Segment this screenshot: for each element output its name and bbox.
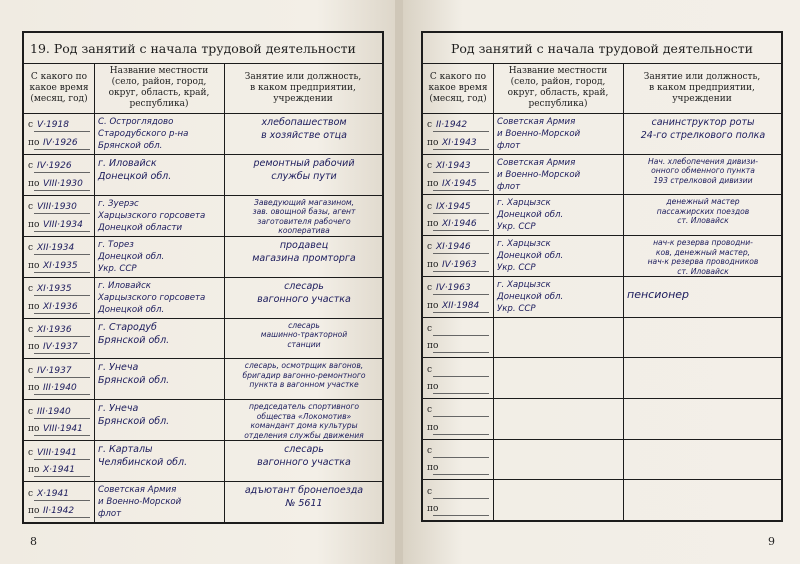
- date-from: V·1918: [37, 120, 69, 131]
- place-name: Советская Армия и Военно-Морской флот: [98, 485, 182, 520]
- job-title: хлебопашеством в хозяйстве отца: [261, 117, 347, 141]
- date-from: IV·1937: [37, 365, 72, 376]
- to-label: по: [427, 382, 439, 393]
- from-label: с: [427, 161, 433, 171]
- date-underline: [34, 517, 90, 518]
- from-label: с: [28, 406, 34, 417]
- date-underline: [34, 231, 90, 232]
- from-label: с: [28, 120, 34, 131]
- to-label: по: [427, 300, 439, 311]
- date-to: IV·1926: [43, 137, 78, 148]
- date-underline: [433, 352, 489, 353]
- table-title: 19. Род занятий с начала трудовой деятельности: [24, 33, 382, 64]
- job-title: председатель спортивного общества «Локомотив» командант дома культуры отделения службы движения: [244, 402, 364, 440]
- row-divider: [423, 194, 781, 195]
- from-label: с: [28, 365, 34, 376]
- date-underline: [34, 149, 90, 150]
- date-underline: [34, 377, 90, 378]
- row-divider: [423, 357, 781, 358]
- right-page: [403, 0, 800, 564]
- row-divider: [24, 440, 382, 441]
- place-name: г. Иловайск Донецкой обл.: [98, 157, 172, 182]
- date-underline: [34, 254, 90, 255]
- date-underline: [34, 190, 90, 191]
- place-name: Советская Армия и Военно-Морской флот: [497, 157, 581, 192]
- date-underline: [34, 459, 90, 460]
- date-from: XII·1934: [37, 243, 75, 254]
- row-divider: [24, 195, 382, 196]
- date-from: IV·1926: [37, 161, 72, 172]
- to-label: по: [28, 342, 40, 353]
- row-divider: [24, 481, 382, 482]
- date-underline: [34, 336, 90, 337]
- to-label: по: [28, 219, 40, 230]
- date-to: IV·1963: [442, 259, 477, 270]
- date-from: X·1941: [37, 488, 69, 499]
- date-underline: [433, 416, 489, 417]
- date-from: XI·1943: [436, 161, 471, 171]
- to-label: по: [28, 506, 40, 517]
- row-divider: [24, 277, 382, 278]
- from-label: с: [427, 445, 433, 456]
- job-title: Нач. хлебопечения дивизи- онного обменного пункта 193 стрелковой дивизии: [647, 156, 758, 185]
- from-label: с: [28, 243, 34, 254]
- row-divider: [423, 479, 781, 480]
- date-underline: [433, 294, 489, 295]
- row-divider: [423, 154, 781, 155]
- date-underline: [433, 149, 489, 150]
- from-label: с: [427, 283, 433, 294]
- date-to: VIII·1930: [43, 178, 83, 189]
- employment-table-right: [421, 31, 783, 522]
- date-from: II·1942: [436, 120, 468, 131]
- to-label: по: [28, 137, 40, 148]
- from-label: с: [427, 120, 433, 131]
- from-label: с: [28, 447, 34, 458]
- to-label: по: [427, 137, 439, 148]
- to-label: по: [28, 260, 40, 271]
- date-underline: [34, 353, 90, 354]
- date-to: XI·1935: [43, 260, 78, 271]
- left-page: [0, 0, 397, 564]
- date-to: X·1941: [43, 465, 75, 476]
- column-divider: [224, 63, 225, 522]
- date-to: XII·1984: [442, 300, 480, 311]
- page-number: 9: [768, 535, 775, 548]
- place-name: г. Торез Донецкой обл. Укр. ССР: [98, 239, 165, 274]
- date-from: XI·1936: [37, 324, 72, 335]
- date-underline: [34, 295, 90, 296]
- table-title: Род занятий с начала трудовой деятельности: [423, 33, 781, 64]
- place-name: г. Стародуб Брянской обл.: [98, 321, 170, 346]
- date-to: VIII·1941: [43, 424, 83, 435]
- date-from: XI·1935: [37, 284, 72, 294]
- date-underline: [34, 272, 90, 273]
- job-title: слесарь вагонного участка: [257, 444, 351, 469]
- date-underline: [34, 500, 90, 501]
- date-underline: [433, 376, 489, 377]
- to-label: по: [28, 465, 40, 476]
- column-divider: [493, 63, 494, 520]
- date-underline: [433, 213, 489, 214]
- to-label: по: [427, 504, 439, 515]
- date-to: IV·1937: [43, 342, 78, 353]
- row-divider: [24, 399, 382, 400]
- to-label: по: [427, 422, 439, 433]
- to-label: по: [28, 301, 40, 312]
- date-from: III·1940: [37, 406, 71, 417]
- row-divider: [24, 318, 382, 319]
- date-from: IV·1963: [436, 283, 471, 294]
- job-title: продавец магазина промторга: [252, 239, 356, 264]
- from-label: с: [427, 405, 433, 416]
- from-label: с: [28, 284, 34, 294]
- place-name: г. Харцызск Донецкой обл. Укр. ССР: [497, 279, 564, 314]
- date-to: II·1942: [43, 506, 75, 517]
- from-label: с: [28, 202, 34, 213]
- date-from: VIII·1930: [37, 202, 77, 213]
- job-title: денежный мастер пассажирских поездов ст. Иловайск: [656, 197, 750, 226]
- to-label: по: [427, 178, 439, 189]
- date-underline: [34, 213, 90, 214]
- date-underline: [433, 498, 489, 499]
- place-name: г. Иловайск Харцызского горсовета Донецкой обл.: [98, 280, 206, 315]
- place-name: г. Харцызск Донецкой обл. Укр. ССР: [497, 239, 564, 274]
- date-underline: [34, 435, 90, 436]
- place-name: г. Унеча Брянской обл.: [98, 362, 170, 387]
- column-header: Занятие или должность, в каком предприятии, учреждении: [623, 63, 781, 114]
- date-underline: [433, 230, 489, 231]
- date-to: XI·1943: [442, 137, 477, 148]
- date-underline: [433, 335, 489, 336]
- to-label: по: [427, 259, 439, 270]
- from-label: с: [28, 161, 34, 172]
- date-underline: [34, 394, 90, 395]
- date-underline: [34, 418, 90, 419]
- job-title: санинструктор роты 24-го стрелкового полка: [640, 117, 766, 141]
- date-underline: [433, 190, 489, 191]
- to-label: по: [28, 424, 40, 435]
- row-divider: [24, 154, 382, 155]
- to-label: по: [427, 341, 439, 352]
- date-underline: [34, 131, 90, 132]
- column-header: Занятие или должность, в каком предприятии, учреждении: [224, 63, 382, 114]
- to-label: по: [427, 219, 439, 230]
- row-divider: [423, 439, 781, 440]
- row-divider: [24, 358, 382, 359]
- from-label: с: [427, 201, 433, 212]
- column-header: С какого по какое время (месяц, год): [423, 63, 493, 114]
- date-underline: [433, 515, 489, 516]
- date-underline: [433, 312, 489, 313]
- date-underline: [433, 253, 489, 254]
- date-underline: [34, 172, 90, 173]
- from-label: с: [427, 364, 433, 375]
- date-underline: [34, 476, 90, 477]
- page-number: 8: [30, 535, 37, 548]
- date-underline: [34, 313, 90, 314]
- job-title: слесарь, осмотрщик вагонов, бригадир вагонно-ремонтного пункта в вагонном участке: [242, 361, 366, 390]
- to-label: по: [28, 383, 40, 394]
- job-title: Заведующий магазином, зав. овощной базы, агент заготовителя рабочего кооператива: [252, 197, 356, 236]
- date-underline: [433, 457, 489, 458]
- row-divider: [423, 235, 781, 236]
- date-to: XI·1936: [43, 301, 78, 312]
- from-label: с: [28, 488, 34, 499]
- date-underline: [433, 271, 489, 272]
- place-name: г. Харцызск Донецкой обл. Укр. ССР: [497, 198, 564, 233]
- column-divider: [623, 63, 624, 520]
- job-title: адъютант бронепоезда № 5611: [244, 485, 364, 510]
- date-from: IX·1945: [436, 201, 471, 212]
- from-label: с: [427, 242, 433, 253]
- from-label: с: [427, 486, 433, 497]
- date-underline: [433, 131, 489, 132]
- date-underline: [433, 393, 489, 394]
- date-underline: [433, 172, 489, 173]
- from-label: с: [28, 324, 34, 335]
- date-to: III·1940: [43, 383, 77, 394]
- place-name: г. Унеча Брянской обл.: [98, 403, 170, 428]
- column-header: Название местности (село, район, город, округ, область, край, республика): [94, 63, 224, 114]
- date-to: XI·1946: [442, 219, 477, 230]
- to-label: по: [427, 463, 439, 474]
- date-underline: [433, 474, 489, 475]
- row-divider: [423, 276, 781, 277]
- date-to: IX·1945: [442, 178, 477, 189]
- job-title: слесарь вагонного участка: [257, 280, 351, 305]
- employment-table-left: [22, 31, 384, 524]
- row-divider: [24, 236, 382, 237]
- job-title: нач-к резерва проводни- ков, денежный мастер, нач-к резерва проводников ст. Иловайск: [647, 238, 759, 276]
- job-title: ремонтный рабочий службы пути: [253, 157, 355, 182]
- job-title: пенсионер: [627, 287, 690, 301]
- column-header: С какого по какое время (месяц, год): [24, 63, 94, 114]
- job-title: слесарь машинно-тракторной станции: [260, 320, 348, 349]
- from-label: с: [427, 323, 433, 334]
- to-label: по: [28, 178, 40, 189]
- row-divider: [423, 317, 781, 318]
- place-name: С. Остроглядово Стародубского р-на Брянской обл.: [98, 117, 189, 151]
- row-divider: [423, 398, 781, 399]
- column-divider: [94, 63, 95, 522]
- date-from: VIII·1941: [37, 447, 77, 458]
- place-name: г. Зуерэс Харцызского горсовета Донецкой области: [98, 198, 206, 233]
- column-header: Название местности (село, район, город, округ, область, край, республика): [493, 63, 623, 114]
- date-underline: [433, 434, 489, 435]
- date-from: XI·1946: [436, 242, 471, 253]
- place-name: г. Карталы Челябинской обл.: [98, 444, 188, 469]
- place-name: Советская Армия и Военно-Морской флот: [497, 117, 581, 151]
- date-to: VIII·1934: [43, 219, 83, 230]
